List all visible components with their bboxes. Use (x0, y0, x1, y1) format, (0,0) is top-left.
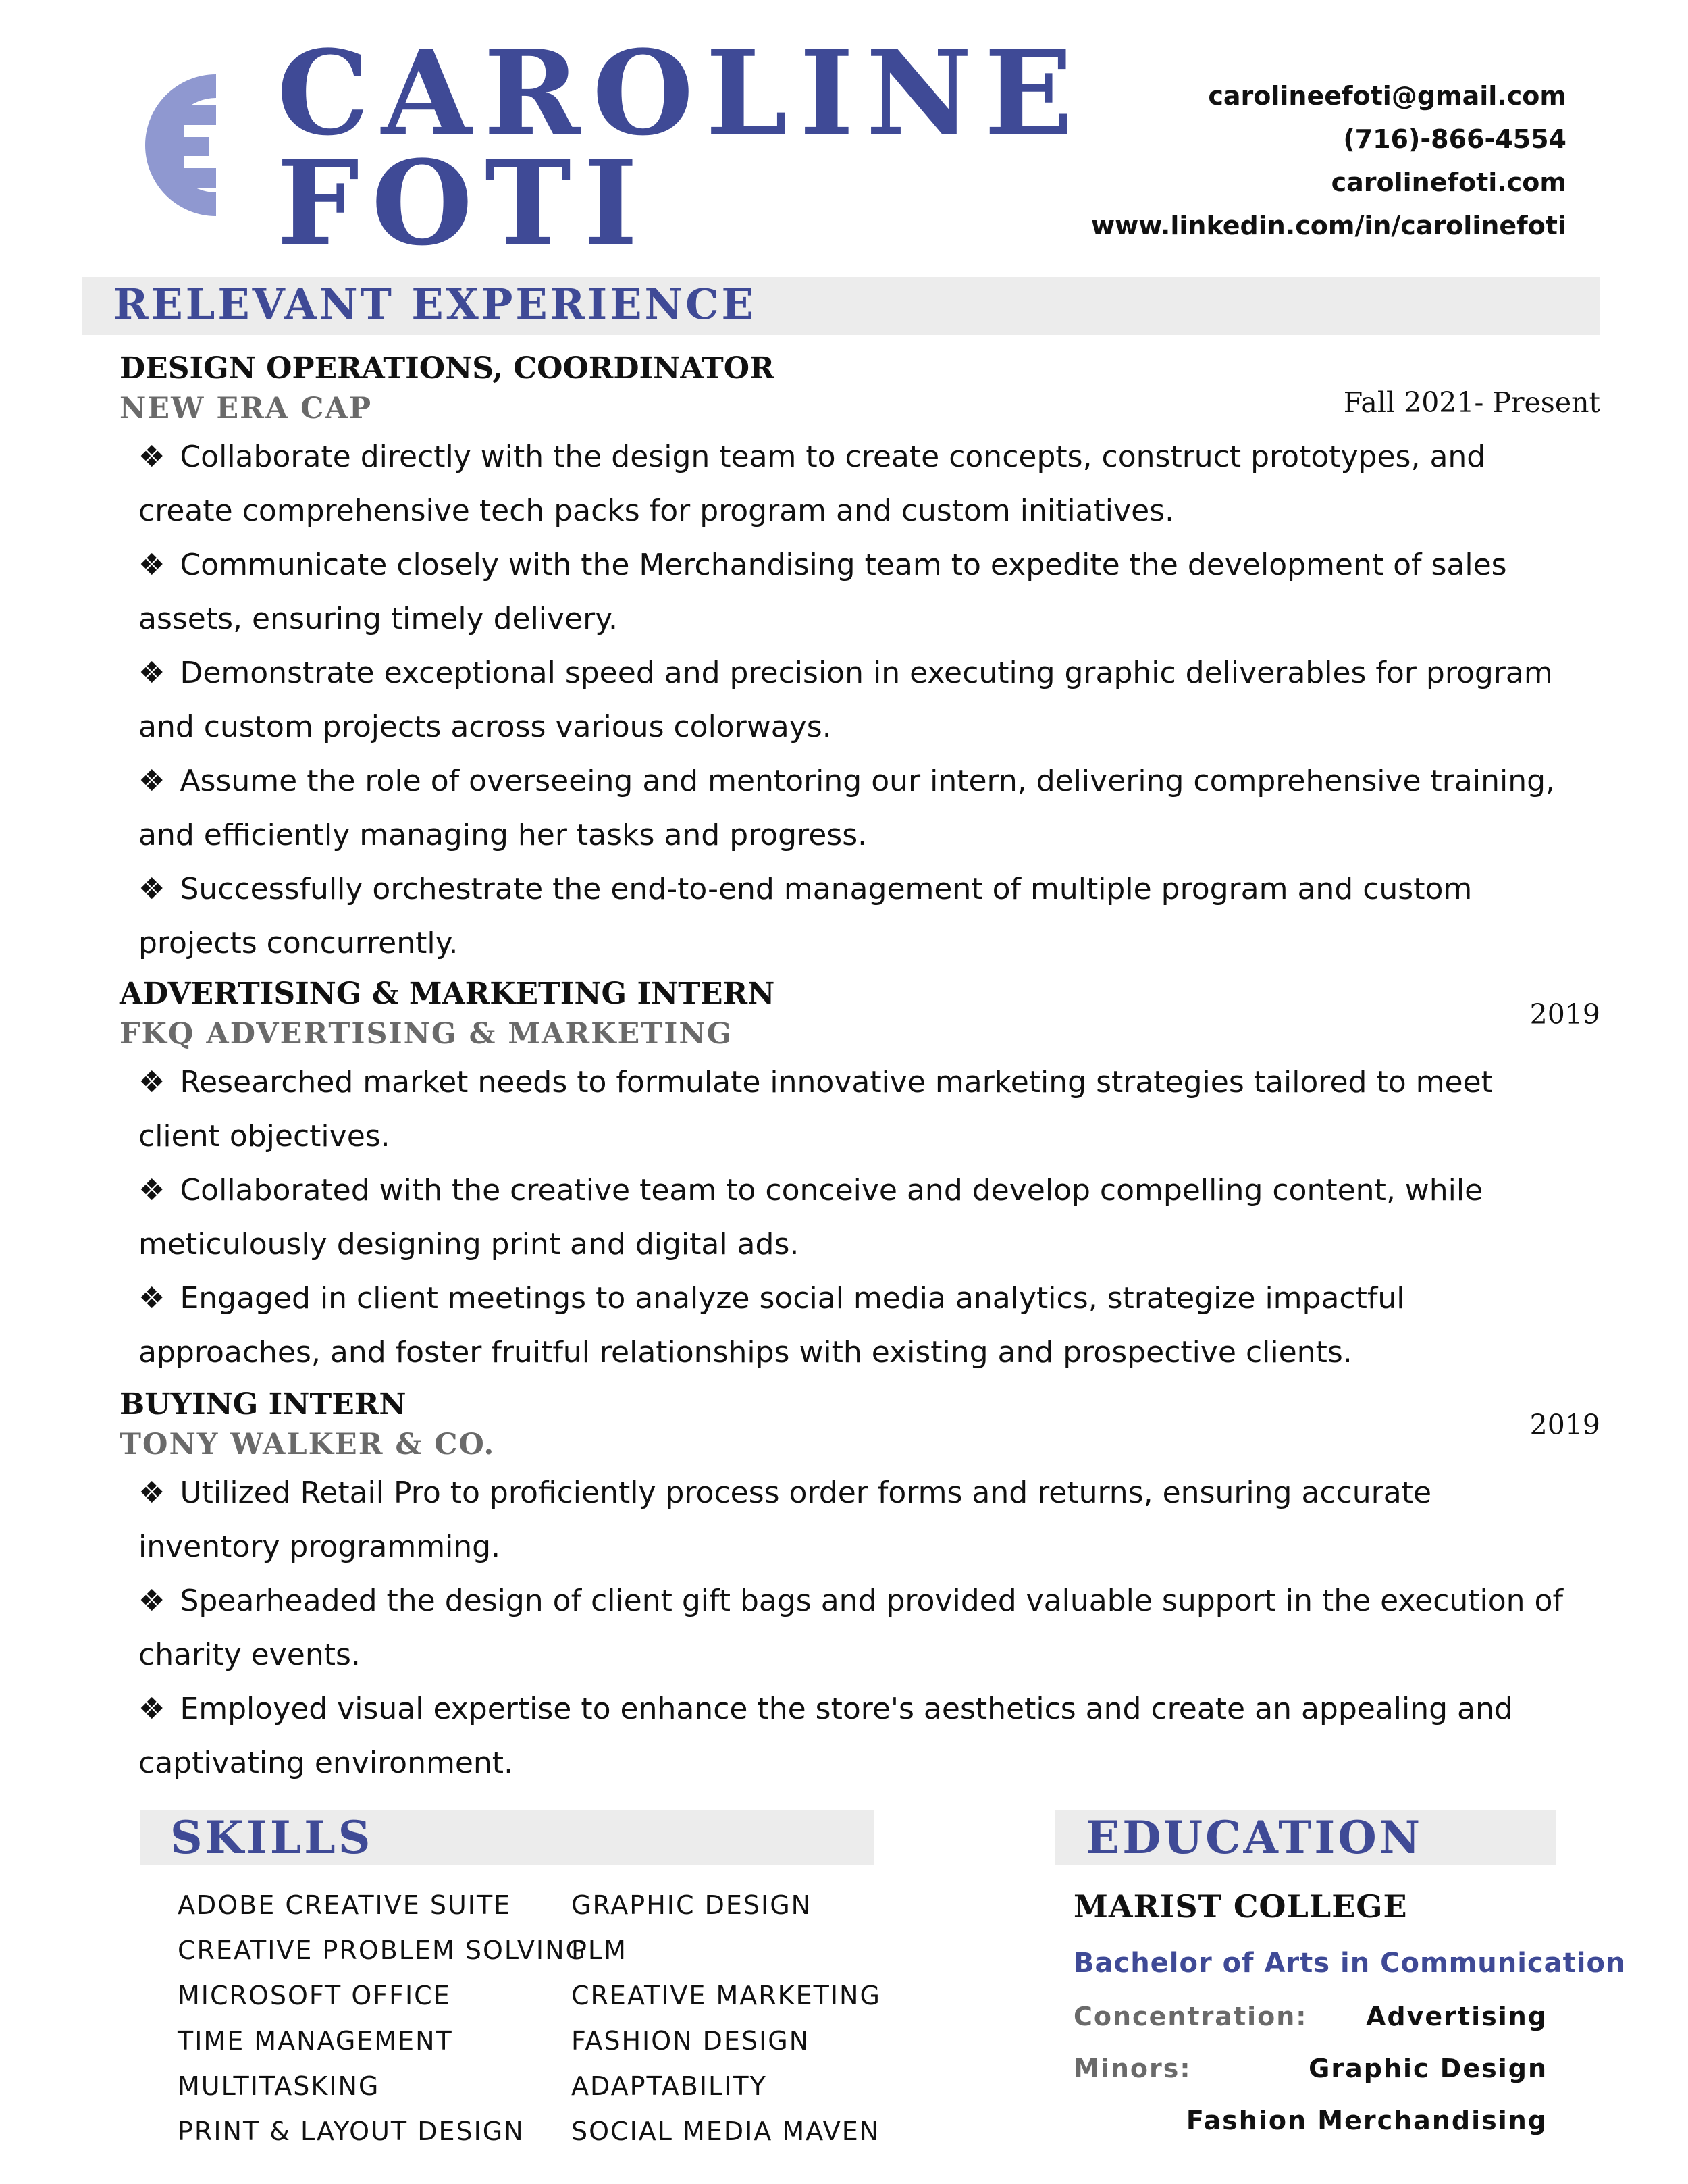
minor-value: Graphic Design (1309, 2054, 1548, 2083)
skill-item: SOCIAL MEDIA MAVEN (571, 2116, 880, 2146)
skill-item: ADOBE CREATIVE SUITE (178, 1890, 512, 1920)
bullet-item: ❖ Collaborated with the creative team to conceive and develop compelling content, while meticulously designing print and digital ads. (138, 1173, 1483, 1262)
bullet-item: ❖ Communicate closely with the Merchandising team to expedite the development of sales assets, ensuring timely delivery. (138, 548, 1507, 636)
skills-list-right (571, 1883, 881, 2154)
four-diamond-bullet-icon: ❖ (138, 440, 165, 474)
job-bullets (138, 1056, 1577, 1380)
skill-item: TIME MANAGEMENT (178, 2026, 453, 2056)
skill-item: MICROSOFT OFFICE (178, 1981, 451, 2010)
job-title: ADVERTISING & MARKETING INTERN (120, 977, 775, 1011)
four-diamond-bullet-icon: ❖ (138, 1584, 165, 1618)
job-company: FKQ ADVERTISING & MARKETING (120, 1017, 733, 1051)
job-bullets (138, 430, 1577, 970)
four-diamond-bullet-icon: ❖ (138, 872, 165, 906)
four-diamond-bullet-icon: ❖ (138, 656, 165, 690)
job-title: BUYING INTERN (120, 1387, 406, 1422)
skill-item: CREATIVE PROBLEM SOLVING (178, 1935, 587, 1965)
skill-item: CREATIVE MARKETING (571, 1981, 881, 2010)
job-company: NEW ERA CAP (120, 392, 373, 425)
education-heading: EDUCATION (1086, 1811, 1423, 1864)
skills-list-left (178, 1883, 587, 2154)
bullet-item: ❖ Researched market needs to formulate innovative marketing strategies tailored to meet client objectives. (138, 1065, 1493, 1153)
skill-item: PLM (571, 1935, 627, 1965)
minors-label: Minors: (1074, 2054, 1192, 2083)
skill-item: ADAPTABILITY (571, 2071, 767, 2101)
education-degree: Bachelor of Arts in Communication (1074, 1948, 1626, 1979)
four-diamond-bullet-icon: ❖ (138, 1692, 165, 1726)
job-date: 2019 (1529, 1409, 1600, 1441)
contact-phone[interactable]: (716)-866-4554 (1343, 124, 1566, 154)
four-diamond-bullet-icon: ❖ (138, 764, 165, 798)
experience-heading: RELEVANT EXPERIENCE (113, 280, 756, 329)
job-date: Fall 2021- Present (1343, 386, 1600, 419)
contact-email[interactable]: carolineefoti@gmail.com (1208, 81, 1566, 111)
contact-linkedin[interactable]: www.linkedin.com/in/carolinefoti (1091, 211, 1566, 240)
concentration-label: Concentration: (1074, 2002, 1308, 2031)
four-diamond-bullet-icon: ❖ (138, 548, 165, 582)
four-diamond-bullet-icon: ❖ (138, 1281, 165, 1316)
skill-item: GRAPHIC DESIGN (571, 1890, 812, 1920)
bullet-item: ❖ Assume the role of overseeing and mentoring our intern, delivering comprehensive training, and efficiently managing her tasks and progress. (138, 764, 1555, 852)
bullet-item: ❖ Demonstrate exceptional speed and precision in executing graphic deliverables for program and custom projects across various colorways. (138, 656, 1553, 744)
skill-item: FASHION DESIGN (571, 2026, 810, 2056)
monogram-logo (115, 64, 223, 226)
four-diamond-bullet-icon: ❖ (138, 1173, 165, 1207)
bullet-item: ❖ Engaged in client meetings to analyze social media analytics, strategize impactful approaches, and foster fruitful relationships with existing and prospective clients. (138, 1281, 1405, 1370)
education-school: MARIST COLLEGE (1074, 1888, 1408, 1925)
skill-item: MULTITASKING (178, 2071, 380, 2101)
minor-value: Fashion Merchandising (1186, 2106, 1548, 2135)
bullet-item: ❖ Utilized Retail Pro to proficiently process order forms and returns, ensuring accurate inventory programming. (138, 1476, 1432, 1564)
job-company: TONY WALKER & CO. (120, 1428, 496, 1461)
bullet-item: ❖ Successfully orchestrate the end-to-end management of multiple program and custom projects concurrently. (138, 872, 1473, 960)
name-last: FOTI (277, 134, 650, 271)
skill-item: PRINT & LAYOUT DESIGN (178, 2116, 525, 2146)
job-bullets (138, 1466, 1577, 1790)
skills-heading: SKILLS (170, 1811, 373, 1864)
bullet-item: ❖ Spearheaded the design of client gift bags and provided valuable support in the execution of charity events. (138, 1584, 1563, 1672)
concentration-value: Advertising (1366, 2002, 1548, 2031)
four-diamond-bullet-icon: ❖ (138, 1065, 165, 1099)
bullet-item: ❖ Collaborate directly with the design team to create concepts, construct prototypes, and create comprehensive tech packs for program and custom initiatives. (138, 440, 1486, 528)
bullet-item: ❖ Employed visual expertise to enhance the store's aesthetics and create an appealing and captivating environment. (138, 1692, 1513, 1780)
name-first: CAROLINE (277, 24, 1085, 161)
four-diamond-bullet-icon: ❖ (138, 1476, 165, 1510)
job-title: DESIGN OPERATIONS, COORDINATOR (120, 351, 774, 386)
contact-website[interactable]: carolinefoti.com (1331, 167, 1566, 197)
job-date: 2019 (1529, 998, 1600, 1031)
